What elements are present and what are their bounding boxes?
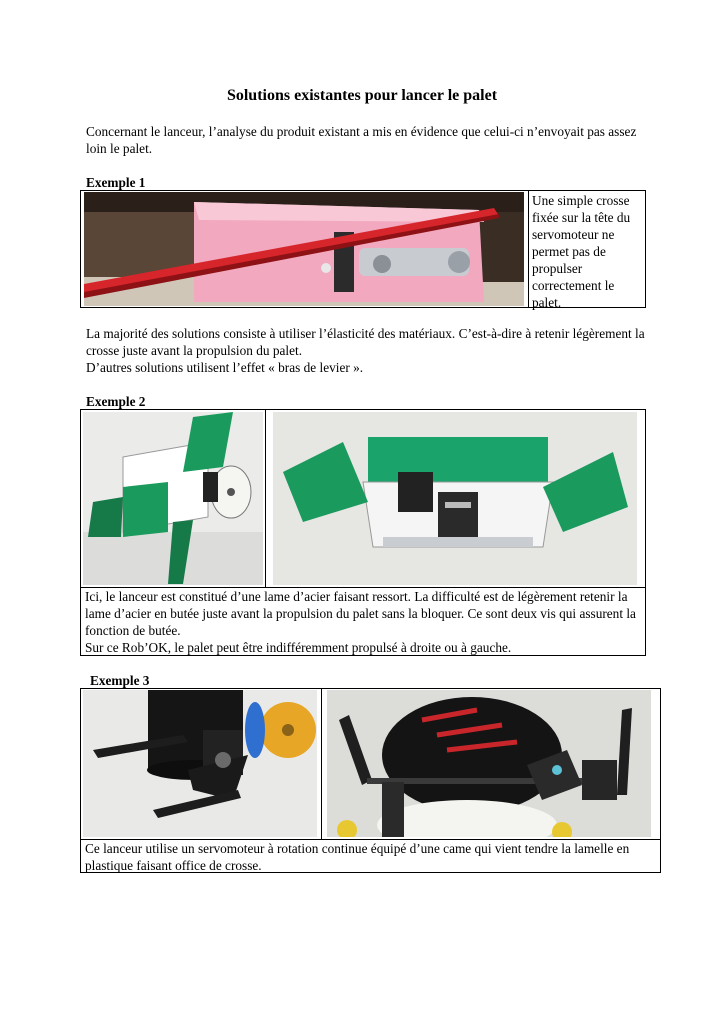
example2-caption-1: Ici, le lanceur est constitué d’une lame d’acier faisant ressort. La difficulté est de légèrement retenir la lame d’acier en butée juste avant la propulsion du palet sans la bloquer. Ce sont deux vis qui assurent la fonction de butée. <box>85 589 636 638</box>
example2-caption-2: Sur ce Rob’OK, le palet peut être indifféremment propulsé à droite ou à gauche. <box>85 640 512 655</box>
example3-photo-divider <box>321 689 322 839</box>
example1-label: Exemple 1 <box>86 175 146 190</box>
robot-black-lever-top-photo <box>327 690 651 837</box>
elasticity-paragraph: La majorité des solutions consiste à utiliser l’élasticité des matériaux. C’est-à-dire à retenir légèrement la crosse juste avant la propulsion du palet. <box>86 326 645 358</box>
robot-black-lever-side-photo <box>83 690 317 837</box>
example3-photo-right <box>327 690 651 837</box>
example2-photo-left <box>83 412 263 585</box>
lever-paragraph: D’autres solutions utilisent l’effet « bras de levier ». <box>86 360 364 375</box>
intro-paragraph: Concernant le lanceur, l’analyse du produit existant a mis en évidence que celui-ci n’envoyait pas assez loin le palet. <box>86 124 637 156</box>
page-title: Solutions existantes pour lancer le palet <box>226 87 498 104</box>
example2-photo-right <box>273 412 637 585</box>
example1-table <box>80 190 646 308</box>
example3-photo-left <box>83 690 317 837</box>
example1-cell-divider <box>528 191 529 307</box>
example2-photo-divider <box>265 410 266 587</box>
example2-table <box>80 409 646 656</box>
robot-green-launcher-side-photo <box>83 412 263 585</box>
example1-caption: Une simple crosse fixée sur la tête du servomoteur ne permet pas de propulser correctement le palet. <box>532 193 631 310</box>
example2-label: Exemple 2 <box>86 394 146 409</box>
robot-green-launcher-top-photo <box>273 412 637 585</box>
example3-label: Exemple 3 <box>90 673 150 688</box>
example1-photo <box>84 192 524 306</box>
red-crosse-servo-photo <box>84 192 524 306</box>
example3-table <box>80 688 661 873</box>
example3-caption: Ce lanceur utilise un servomoteur à rotation continue équipé d’une came qui vient tendre la lamelle en plastique faisant office de crosse. <box>85 841 630 873</box>
